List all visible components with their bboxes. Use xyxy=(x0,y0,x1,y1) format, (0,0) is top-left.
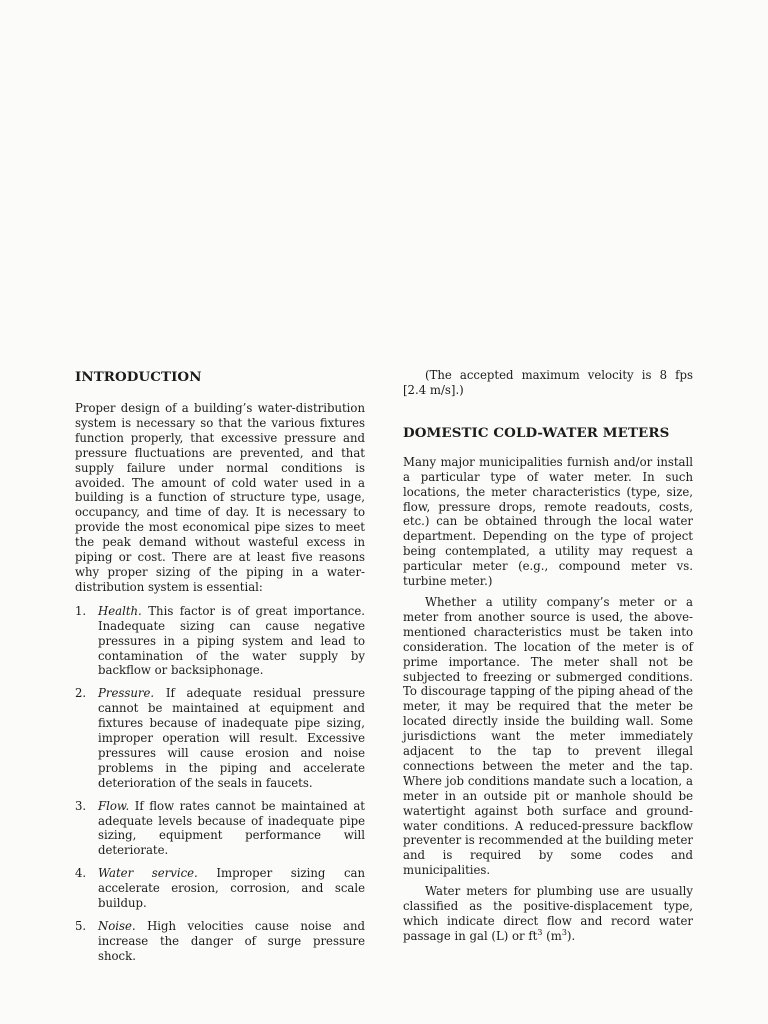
list-term: Noise. xyxy=(98,919,136,933)
list-number: 1. xyxy=(75,603,87,618)
list-item xyxy=(75,604,365,679)
superscript: 3 xyxy=(537,928,543,938)
list-item xyxy=(75,799,365,859)
meters-paragraph-2: Whether a utility company’s meter or a meter from another source is used, the above-mentioned characteristics must be taken into consideration. The location of the meter is of prime importance. The meter shall not be subjected to freezing or submerged conditions. To discourage tapping of the piping ahead of the meter, it may be required that the meter be located directly inside the building wall. Some jurisdictions want the meter immediately adjacent to the tap to prevent illegal connections between the meter and the tap. Where job conditions mandate such a location, a meter in an outside pit or manhole should be watertight against both surface and ground-water conditions. A reduced-pressure backflow preventer is recommended at the building meter and is required by some codes and municipalities. xyxy=(403,594,693,878)
list-text: If adequate residual pressure cannot be maintained at equipment and fixtures because of inadequate pipe sizing, improper operation will result. Excessive pressures will cause erosion and noise problems in the piping and accelerate deterioration of the seals in faucets. xyxy=(98,686,365,790)
list-text: If flow rates cannot be maintained at adequate levels because of inadequate pipe sizing, equipment performance will deteriorate. xyxy=(98,798,365,858)
list-number: 5. xyxy=(75,919,87,933)
paragraph-text: ). xyxy=(566,928,576,943)
list-item xyxy=(75,866,365,911)
list-number: 2. xyxy=(75,686,87,701)
list-number: 3. xyxy=(75,798,87,813)
reasons-list xyxy=(75,604,365,964)
list-text: Improper sizing can accelerate erosion, corrosion, and scale buildup. xyxy=(98,866,365,911)
meters-paragraph-1: Many major municipalities furnish and/or install a particular type of water meter. In such locations, the meter characteristics (type, size, flow, pressure drops, remote readouts, costs, etc.) can be obtained through the local water department. Depending on the type of project being contemplated, a utility may request a particular meter (e.g., compound meter vs. turbine meter.) xyxy=(403,454,693,589)
cold-water-meters-heading: DOMESTIC COLD-WATER METERS xyxy=(403,424,670,441)
list-term: Flow. xyxy=(98,798,130,813)
list-text: High velocities cause noise and increase the danger of surge pressure shock. xyxy=(98,919,365,963)
right-column xyxy=(403,368,693,950)
paragraph-text: (m xyxy=(542,928,562,943)
introduction-paragraph: Proper design of a building’s water-distribution system is necessary so that the various fixtures function properly, that excessive pressure and pressure fluctuations are prevented, and that supply failure under normal conditions is avoided. The amount of cold water used in a building is a function of structure type, usage, occupancy, and time of day. It is necessary to provide the most economical pipe sizes to meet the peak demand without wasteful excess in piping or cost. There are at least five reasons why proper sizing of the piping in a water-distribution system is essential: xyxy=(75,401,365,594)
list-term: Health. xyxy=(98,603,142,618)
list-term: Water service. xyxy=(98,866,198,881)
list-term: Pressure. xyxy=(98,686,155,701)
paragraph-text: Water meters for plumbing use are usually classified as the positive-displacement type, which indicate direct flow and record water passage in gal (L) or ft xyxy=(403,884,693,943)
list-number: 4. xyxy=(75,866,87,881)
list-item xyxy=(75,919,365,964)
superscript: 3 xyxy=(561,928,567,938)
list-item xyxy=(75,686,365,790)
meters-paragraph-3 xyxy=(403,884,693,944)
list-text: This factor is of great importance. Inadequate sizing can cause negative pressures in a piping system and lead to contamination of the water supply by backflow or backsiphonage. xyxy=(98,603,365,678)
introduction-heading: INTRODUCTION xyxy=(75,369,202,385)
left-column xyxy=(75,368,365,972)
continued-paragraph: (The accepted maximum velocity is 8 fps [2.4 m/s].) xyxy=(403,368,693,397)
